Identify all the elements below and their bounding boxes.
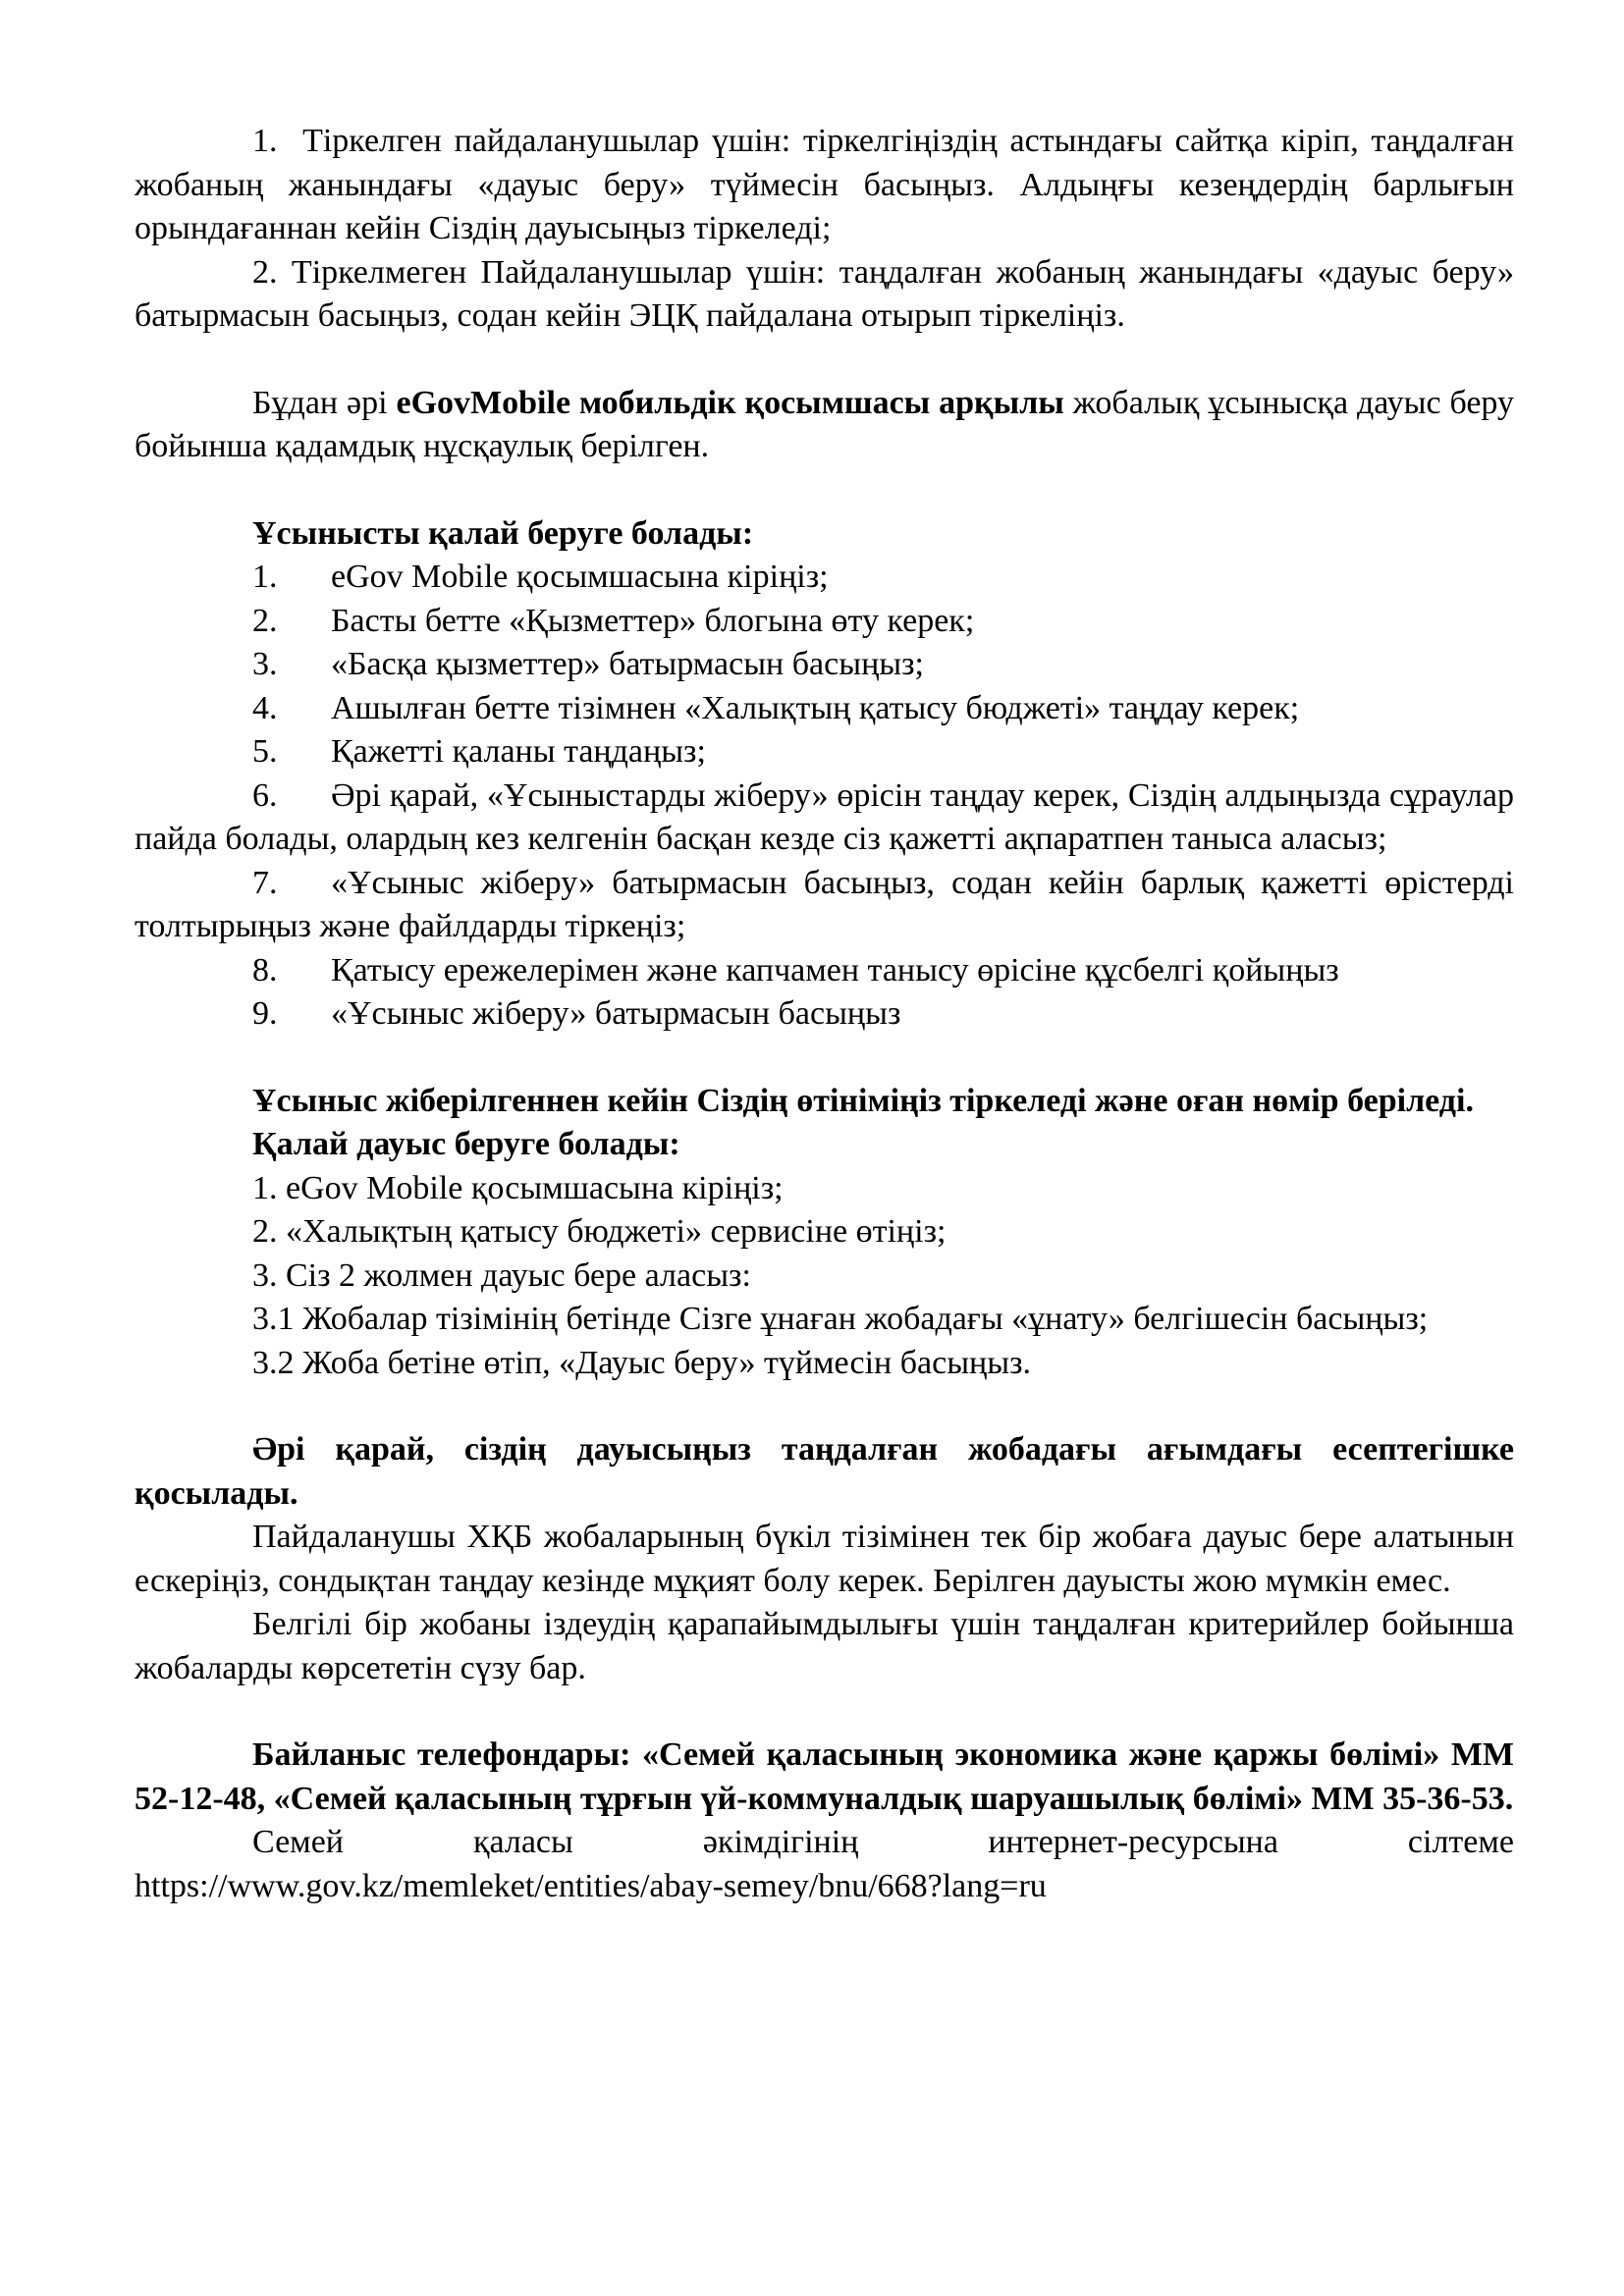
- vote-step: 3.2 Жоба бетіне өтіп, «Дауыс беру» түймесін басыңыз.: [252, 1344, 1032, 1381]
- spacer: [135, 339, 1514, 382]
- submit-step-wrapped: [135, 862, 1514, 949]
- submit-step: [135, 600, 1514, 644]
- submit-step: [135, 730, 1514, 774]
- resource-url-link[interactable]: https://www.gov.kz/memleket/entities/abay-semey/bnu/668?lang=ru: [135, 1867, 1047, 1904]
- step-text: Қажетті қаланы таңдаңыз;: [331, 733, 706, 770]
- step-text: Әрі қарай, «Ұсыныстарды жіберу» өрісін таңдау керек, Сіздің алдыңызда сұраулар пайда болады, олардың кез келгенін басқан кезде сіз қажетті ақпаратпен таныса аласыз;: [135, 776, 1514, 857]
- vote-step: 2. «Халықтың қатысу бюджеті» сервисіне өтіңіз;: [252, 1213, 947, 1250]
- submit-step: [135, 687, 1514, 731]
- egov-instruction-paragraph: [135, 382, 1514, 469]
- submit-step: [135, 556, 1514, 600]
- intro-unregistered-users: 2. Тіркелмеген Пайдаланушылар үшін: таңдалған жобаның жанындағы «дауыс беру» батырмасын басыңыз, содан кейін ЭЦҚ пайдалана отырып тіркеліңіз.: [135, 253, 1514, 334]
- spacer: [135, 1385, 1514, 1428]
- step-text: «Басқа қызметтер» батырмасын басыңыз;: [331, 646, 924, 682]
- contacts-paragraph: Байланыс телефондары: «Семей қаласының экономика және қаржы бөлімі» ММ 52-12-48, «Семей қаласының тұрғын үй-коммуналдық шаруашылық бөлімі» ММ 35-36-53.: [135, 1736, 1514, 1817]
- intro-registered-users: 1. Тіркелген пайдаланушылар үшін: тіркелгіңіздің астындағы сайтқа кіріп, таңдалған жобаның жанындағы «дауыс беру» түймесін басыңыз. Алдыңғы кезеңдердің барлығын орындағаннан кейін Сіздің дауысыңыз тіркеледі;: [135, 123, 1514, 246]
- spacer: [135, 1690, 1514, 1734]
- step-number: 2.: [252, 602, 278, 639]
- spacer: [135, 469, 1514, 512]
- submit-result-note: Ұсыныс жіберілгеннен кейін Сіздің өтініміңіз тіркеледі және оған нөмір беріледі.: [252, 1082, 1474, 1119]
- step-number: 8.: [252, 951, 278, 988]
- submit-step: [135, 643, 1514, 687]
- egov-pre-text: Бұдан әрі: [252, 384, 397, 421]
- spacer: [135, 1037, 1514, 1080]
- step-text: «Ұсыныс жіберу» батырмасын басыңыз: [331, 995, 901, 1032]
- step-number: 6.: [252, 776, 278, 814]
- egov-bold-text: eGovMobile мобильдік қосымшасы арқылы: [396, 384, 1064, 421]
- step-number: 3.: [252, 646, 278, 682]
- resource-link-label: Семей қаласы әкімдігінің интернет-ресурсына сілтеме: [252, 1824, 1514, 1860]
- vote-note-paragraph: Пайдаланушы ХҚБ жобаларының бүкіл тізімінен тек бір жобаға дауыс бере алатынын ескеріңіз, сондықтан таңдау кезінде мұқият болу керек. Берілген дауысты жою мүмкін емес.: [135, 1519, 1514, 1599]
- submit-step: [135, 949, 1514, 993]
- vote-step: 3. Сіз 2 жолмен дауыс бере аласыз:: [252, 1256, 751, 1294]
- step-number: 1.: [252, 559, 278, 595]
- filter-note-paragraph: Белгілі бір жобаны іздеудің қарапайымдылығы үшін таңдалған критерийлер бойынша жобаларды көрсететін сүзу бар.: [135, 1606, 1514, 1686]
- step-text: Басты бетте «Қызметтер» блогына өту керек;: [331, 602, 975, 639]
- egov-post-text: жобалық ұсынысқа дауыс беру бойынша қадамдық нұсқаулық берілген.: [135, 384, 1514, 464]
- submit-heading: Ұсынысты қалай беруге болады:: [252, 514, 754, 552]
- vote-result-note: Әрі қарай, сіздің дауысыңыз таңдалған жобадағы ағымдағы есептегішке қосылады.: [135, 1431, 1514, 1512]
- vote-heading: Қалай дауыс беруге болады:: [252, 1126, 680, 1162]
- step-number: 5.: [252, 733, 278, 770]
- submit-step-wrapped: [135, 774, 1514, 862]
- document-page: [135, 120, 1514, 1908]
- submit-step: [135, 992, 1514, 1037]
- step-number: 9.: [252, 995, 278, 1032]
- vote-step: 3.1 Жобалар тізімінің бетінде Сізге ұнаған жобадағы «ұнату» белгішесін басыңыз;: [252, 1301, 1429, 1337]
- step-text: eGov Mobile қосымшасына кіріңіз;: [331, 559, 829, 595]
- step-text: Қатысу ережелерімен және капчамен танысу өрісіне құсбелгі қойыңыз: [331, 951, 1339, 988]
- step-text: «Ұсыныс жіберу» батырмасын басыңыз, содан кейін барлық қажетті өрістерді толтырыңыз және файлдарды тіркеңіз;: [135, 864, 1514, 944]
- step-number: 4.: [252, 689, 278, 726]
- step-text: Ашылған бетте тізімнен «Халықтың қатысу бюджеті» таңдау керек;: [331, 689, 1300, 726]
- step-number: 7.: [252, 864, 278, 901]
- vote-step: 1. eGov Mobile қосымшасына кіріңіз;: [252, 1169, 784, 1206]
